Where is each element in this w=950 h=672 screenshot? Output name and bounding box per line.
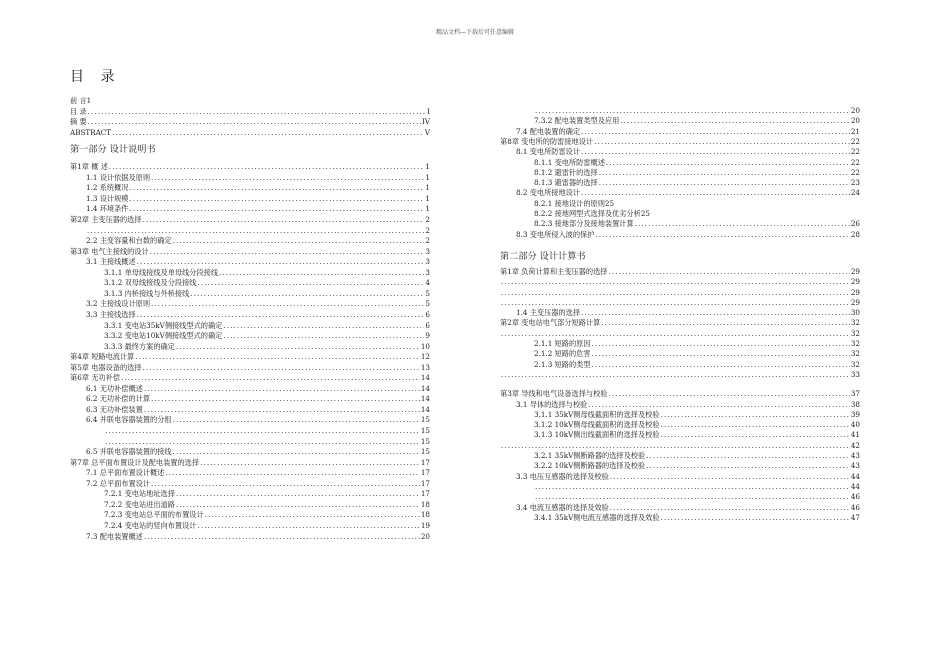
toc-leader-dots: [173, 236, 425, 246]
toc-page-number: 1: [425, 162, 430, 172]
toc-page-number: 42: [850, 440, 860, 450]
toc-entry[interactable]: [500, 158, 860, 168]
toc-entry[interactable]: [70, 521, 430, 531]
toc-entry[interactable]: [500, 178, 860, 188]
toc-entry[interactable]: [500, 339, 860, 349]
toc-leader-dots: [501, 441, 850, 451]
toc-entry[interactable]: [500, 451, 860, 461]
toc-page-number: I: [427, 106, 430, 116]
toc-entry-text: 3.4.1 35kV侧电流互感器的选择及效验: [534, 512, 660, 522]
toc-entry-text: 6.3 无功补偿装置: [86, 404, 143, 414]
toc-entry-text: 8.2 变电所接地设计: [516, 188, 581, 198]
toc-leader-dots: [144, 532, 420, 542]
toc-entry[interactable]: [70, 96, 430, 106]
toc-leader-dots: [595, 230, 849, 240]
toc-leader-dots: [88, 117, 421, 127]
toc-entry[interactable]: [70, 426, 430, 436]
toc-leader-dots: [608, 389, 849, 399]
toc-entry[interactable]: [500, 168, 860, 178]
toc-page-number: 23: [850, 178, 860, 188]
toc-part-heading[interactable]: [500, 250, 860, 263]
toc-entry-text: 3.2.2 10kV侧断路器的选择及校验: [534, 461, 646, 471]
toc-entry[interactable]: [70, 373, 430, 383]
toc-entry[interactable]: [70, 162, 430, 172]
toc-page-number: 1: [425, 204, 430, 214]
toc-entry[interactable]: [500, 137, 860, 147]
toc-entry-text: 1.4 主变压器的选择: [516, 308, 581, 318]
toc-entry[interactable]: [500, 441, 860, 451]
toc-entry[interactable]: [70, 415, 430, 425]
toc-page-number: 29: [850, 277, 860, 287]
toc-entry-text: 3.1.2 10kV侧母线截面积的选择及校验: [534, 420, 660, 430]
toc-entry-text: 7.2 总平面布置设计: [86, 478, 151, 488]
toc-entry[interactable]: [70, 342, 430, 352]
toc-page-number: 15: [420, 447, 430, 457]
toc-page-number: 24: [850, 188, 860, 198]
toc-entry-text: 6.4 并联电容器装置的分组: [86, 415, 172, 425]
toc-entry-text: 8.1.1 变电所防雷概述: [534, 157, 605, 167]
toc-page-number: V: [424, 127, 430, 137]
toc-leader-dots: [105, 437, 420, 447]
toc-entry[interactable]: [70, 352, 430, 362]
toc-entry[interactable]: [500, 147, 860, 157]
toc-entry[interactable]: [70, 204, 430, 214]
toc-leader-dots: [197, 278, 424, 288]
toc-entry[interactable]: [500, 308, 860, 318]
toc-part-heading[interactable]: [70, 143, 430, 156]
toc-page-number: 5: [425, 288, 430, 298]
toc-page-number: 37: [850, 389, 860, 399]
toc-leader-dots: [588, 400, 850, 410]
toc-entry[interactable]: [500, 277, 860, 287]
toc-entry[interactable]: [70, 405, 430, 415]
toc-page-number: 6: [425, 309, 430, 319]
toc-page-number: 3: [425, 257, 430, 267]
toc-entry-text: 8.1.3 避雷器的选择: [534, 178, 598, 188]
toc-entry-text: ABSTRACT: [70, 127, 112, 137]
toc-entry-text: 3.3.3 最终方案的确定: [104, 341, 175, 351]
toc-entry-text: 3.3.2 变电站10kV侧接线型式的确定: [104, 331, 223, 340]
toc-entry[interactable]: [500, 329, 860, 339]
toc-entry-text: 1.3 设计规模: [86, 193, 129, 203]
toc-leader-dots: [151, 299, 424, 309]
toc-page-number: 17: [420, 478, 430, 488]
toc-leader-dots: [501, 288, 850, 298]
toc-leader-dots: [535, 106, 850, 116]
toc-leader-dots: [176, 500, 420, 510]
toc-page-number: 20: [850, 106, 860, 115]
toc-entry[interactable]: [500, 298, 860, 308]
toc-entry-text: 3.1 主接线概述: [86, 257, 136, 267]
toc-entry-text: 6.1 无功补偿概述: [86, 383, 143, 393]
toc-entry-text: 3.3.1 变电站35kV侧接线型式的确定: [104, 320, 223, 330]
toc-entry-text: 8.2.3 接地部分及接地装置计算: [534, 219, 634, 229]
toc-page-number: 32: [850, 349, 860, 359]
toc-entry-text: 3.1.1 单母线接线及单母线分段接线: [104, 267, 219, 277]
toc-page-number: 12: [420, 352, 430, 362]
toc-entry[interactable]: [500, 461, 860, 471]
toc-leader-dots: [173, 447, 420, 457]
toc-leader-dots: [646, 451, 850, 461]
toc-entry-text: 7.2.2 变电站进出道路: [104, 499, 175, 509]
toc-leader-dots: [151, 394, 420, 404]
toc-entry[interactable]: [500, 430, 860, 440]
toc-entry[interactable]: [500, 410, 860, 420]
toc-entry-text: 目 录: [70, 106, 87, 116]
toc-entry-text: 第8章 变电所的防雷接地设计: [500, 136, 594, 146]
toc-leader-dots: [606, 158, 850, 168]
toc-entry-text: 7.3 配电装置概述: [86, 531, 143, 541]
toc-leader-dots: [112, 128, 424, 138]
toc-leader-dots: [501, 298, 850, 308]
toc-leader-dots: [592, 339, 850, 349]
toc-leader-dots: [501, 277, 850, 287]
toc-entry[interactable]: [70, 183, 430, 193]
toc-page-number: IV: [421, 117, 430, 127]
toc-page-number: 33: [850, 369, 860, 379]
toc-entry-text: 1.4 环境条件: [86, 204, 129, 214]
toc-entry[interactable]: [500, 116, 860, 126]
toc-page-number: 5: [425, 299, 430, 309]
toc-entry-text: 第3章 电气主接线的设计: [70, 246, 149, 256]
toc-page-number: 22: [850, 147, 860, 157]
toc-leader-dots: [223, 321, 424, 331]
toc-entry[interactable]: [70, 107, 430, 117]
toc-page-number: 26: [850, 219, 860, 229]
toc-page-number: 4: [425, 278, 430, 288]
toc-entry[interactable]: [70, 117, 430, 127]
toc-page-number: 29: [850, 287, 860, 297]
toc-entry-text: 第3章 导线和电气设备选择与校验: [500, 389, 608, 399]
toc-entry[interactable]: [70, 226, 430, 236]
toc-page-number: 1: [425, 172, 430, 182]
toc-entry-text: 3.1.1 35kV侧母线截面积的选择及校验: [534, 409, 660, 419]
toc-leader-dots: [594, 137, 850, 147]
toc-entry[interactable]: [500, 188, 860, 198]
toc-page-number: 43: [850, 451, 860, 460]
toc-entry[interactable]: [70, 331, 430, 341]
toc-entry-text: 第一部分 设计说明书: [70, 144, 156, 156]
toc-leader-dots: [144, 405, 420, 415]
toc-page-number: 14: [420, 404, 430, 414]
toc-entry-text: 第1章 负荷计算和主变压器的选择: [500, 266, 608, 276]
toc-page-number: 19: [420, 520, 430, 530]
toc-entry-text: 1.2 系统概况: [86, 183, 129, 193]
toc-entry[interactable]: [500, 349, 860, 359]
toc-entry[interactable]: [500, 503, 860, 513]
toc-leader-dots: [592, 360, 850, 370]
toc-entry[interactable]: [500, 199, 860, 209]
toc-page-number: 47: [850, 512, 860, 522]
toc-page-number: 32: [850, 318, 860, 328]
toc-entry[interactable]: [500, 472, 860, 482]
toc-entry-text: 2.1.2 短路的危害: [534, 349, 591, 359]
toc-entry-text: 第7章 总平面布置设计及配电装置的选择: [70, 457, 200, 467]
toc-entry-text: 摘 要: [70, 117, 87, 127]
toc-page-number: 17: [420, 489, 430, 499]
toc-entry[interactable]: [500, 389, 860, 399]
toc-page-number: 17: [420, 468, 430, 478]
toc-page-number: 43: [850, 461, 860, 471]
toc-page-number: 18: [420, 499, 430, 509]
toc-entry-text: 6.2 无功补偿的计算: [86, 394, 151, 404]
toc-leader-dots: [151, 479, 420, 489]
toc-page-number: 20: [850, 116, 860, 126]
toc-entry[interactable]: [500, 482, 860, 492]
toc-entry[interactable]: [70, 194, 430, 204]
toc-page-number: 46: [850, 492, 860, 502]
toc-entry[interactable]: [500, 127, 860, 137]
toc-page-number: 28: [850, 229, 860, 239]
toc-leader-dots: [661, 410, 850, 420]
toc-leader-dots: [535, 482, 850, 492]
toc-entry[interactable]: [500, 420, 860, 430]
toc-leader-dots: [205, 510, 420, 520]
toc-page-number: 18: [420, 510, 430, 520]
toc-leader-dots: [144, 384, 420, 394]
toc-leader-dots: [137, 257, 425, 267]
toc-page-number: 2: [425, 215, 430, 224]
toc-leader-dots: [635, 219, 850, 229]
toc-page-number: 44: [850, 471, 860, 481]
toc-entry[interactable]: [70, 532, 430, 542]
toc-entry[interactable]: [70, 437, 430, 447]
toc-page-number: 22: [850, 136, 860, 146]
toc-entry[interactable]: [70, 268, 430, 278]
toc-entry[interactable]: [500, 230, 860, 240]
toc-entry[interactable]: [70, 257, 430, 267]
toc-page-number: 14: [420, 373, 430, 383]
toc-entry[interactable]: [70, 128, 430, 138]
toc-entry-text: 2.2 主变容量和台数的确定: [86, 236, 172, 246]
toc-entry-text: 7.2.1 变电站地址选择: [104, 489, 175, 499]
toc-page-number: 40: [850, 420, 860, 430]
toc-page-number: 32: [850, 339, 860, 348]
toc-leader-dots: [535, 492, 850, 502]
toc-page-number: 46: [850, 502, 860, 512]
toc-leader-dots: [610, 472, 850, 482]
toc-entry[interactable]: [500, 360, 860, 370]
toc-entry-text: 8.3 变电所侵入波的保护: [516, 229, 595, 239]
toc-entry-text: 第2章 主变压器的选择: [70, 215, 142, 224]
toc-entry-text: 7.1 总平面布置设计概述: [86, 468, 165, 478]
toc-leader-dots: [143, 215, 425, 225]
toc-entry[interactable]: [70, 468, 430, 478]
toc-entry-text: 3.3 电压互感器的选择及校验: [516, 471, 609, 481]
toc-entry-text: 3.4 电流互感器的选择及效验: [516, 502, 609, 512]
toc-leader-dots: [599, 168, 850, 178]
toc-entry[interactable]: [70, 447, 430, 457]
toc-leader-dots: [581, 188, 850, 198]
toc-entry[interactable]: [70, 289, 430, 299]
toc-entry-text: 3.1 导体的选择与校验: [516, 399, 588, 409]
toc-entry[interactable]: [500, 370, 860, 380]
toc-entry-text: 8.2.2 接地网型式选择及优劣分析25: [534, 209, 650, 218]
toc-entry-text: 2.1.3 短路的类型: [534, 359, 591, 369]
toc-page-number: 10: [420, 341, 430, 351]
toc-entry[interactable]: [500, 209, 860, 219]
toc-page-number: 3: [425, 267, 430, 277]
toc-entry[interactable]: [500, 492, 860, 502]
toc-entry-text: 7.2.3 变电站总平面的布置设计: [104, 510, 204, 520]
toc-page-number: 22: [850, 167, 860, 177]
toc-entry[interactable]: [70, 215, 430, 225]
toc-leader-dots: [661, 420, 850, 430]
toc-entry[interactable]: [500, 219, 860, 229]
toc-page-number: 9: [425, 331, 430, 340]
toc-entry[interactable]: [70, 173, 430, 183]
toc-page-number: 32: [850, 328, 860, 338]
toc-entry-text: 第6章 无功补偿: [70, 373, 120, 383]
toc-page-number: 17: [420, 457, 430, 467]
toc-leader-dots: [88, 107, 426, 117]
toc-entry-text: 1.1 设计依据及原则: [86, 172, 151, 182]
toc-entry[interactable]: [70, 479, 430, 489]
toc-leader-dots: [620, 116, 850, 126]
toc-entry-text: 8.1 变电所防雷设计: [516, 147, 581, 157]
toc-entry-text: 前 言1: [70, 96, 92, 105]
toc-entry-text: 3.2.1 35kV侧断路器的选择及校验: [534, 451, 646, 460]
toc-page-number: 22: [850, 157, 860, 167]
toc-leader-dots: [581, 127, 850, 137]
toc-page-number: 44: [850, 481, 860, 491]
toc-page-number: 15: [420, 426, 430, 435]
toc-leader-dots: [129, 204, 424, 214]
toc-leader-dots: [601, 318, 850, 328]
toc-leader-dots: [592, 349, 850, 359]
toc-entry-text: 第二部分 设计计算书: [500, 250, 586, 262]
toc-entry[interactable]: [70, 247, 430, 257]
toc-entry-text: 3.1.3 10kV侧出线截面积的选择及校验: [534, 430, 660, 440]
toc-leader-dots: [165, 468, 419, 478]
toc-leader-dots: [581, 308, 850, 318]
toc-entry-text: 3.2 主接线设计原则: [86, 299, 151, 309]
toc-entry[interactable]: [70, 299, 430, 309]
toc-leader-dots: [219, 268, 424, 278]
toc-leader-dots: [129, 183, 424, 193]
toc-leader-dots: [129, 194, 424, 204]
toc-page-number: 3: [425, 246, 430, 256]
toc-leader-dots: [151, 173, 424, 183]
toc-entry[interactable]: [70, 278, 430, 288]
toc-page-number: 39: [850, 409, 860, 419]
toc-leader-dots: [121, 373, 420, 383]
toc-entry[interactable]: [70, 384, 430, 394]
toc-entry-text: 第4章 短路电流计算: [70, 352, 135, 362]
toc-leader-dots: [190, 289, 424, 299]
toc-leader-dots: [501, 329, 850, 339]
toc-leader-dots: [87, 226, 424, 236]
toc-leader-dots: [610, 503, 850, 513]
toc-entry-text: 7.4 配电装置的确定: [516, 126, 581, 136]
toc-page-number: 21: [850, 126, 860, 136]
toc-entry[interactable]: [500, 513, 860, 523]
toc-leader-dots: [661, 513, 850, 523]
toc-entry-text: 3.1.2 双母线接线及分段接线: [104, 278, 197, 288]
toc-leader-dots: [646, 461, 850, 471]
toc-entry-text: 7.2.4 变电站的竖向布置设计: [104, 520, 197, 530]
toc-leader-dots: [599, 178, 850, 188]
toc-entry[interactable]: [70, 500, 430, 510]
toc-page-number: 14: [420, 383, 430, 393]
toc-page-number: 15: [420, 415, 430, 425]
toc-entry[interactable]: [70, 363, 430, 373]
toc-page-number: 15: [420, 436, 430, 446]
toc-leader-dots: [176, 342, 420, 352]
toc-entry[interactable]: [70, 489, 430, 499]
toc-leader-dots: [150, 247, 425, 257]
toc-entry-text: 3.1.3 内桥接线与外桥接线: [104, 288, 190, 298]
toc-page-number: 32: [850, 359, 860, 369]
toc-page-number: 20: [420, 531, 430, 541]
toc-leader-dots: [137, 310, 425, 320]
toc-page-number: 38: [850, 399, 860, 409]
toc-page-number: 30: [850, 308, 860, 318]
toc-page-number: 1: [425, 193, 430, 203]
toc-entry[interactable]: [500, 106, 860, 116]
toc-leader-dots: [608, 267, 849, 277]
toc-entry-text: 2.1.1 短路的原因: [534, 339, 591, 348]
header-watermark: 精品文档---下载后可任意编辑: [435, 29, 515, 36]
toc-leader-dots: [200, 458, 420, 468]
toc-page-number: 29: [850, 266, 860, 276]
toc-entry-text: 7.3.2 配电装置类型及应用: [534, 116, 620, 126]
toc-entry[interactable]: [70, 310, 430, 320]
toc-entry[interactable]: [500, 288, 860, 298]
toc-page-number: 14: [420, 394, 430, 404]
toc-leader-dots: [581, 147, 850, 157]
toc-entry[interactable]: [70, 394, 430, 404]
toc-leader-dots: [135, 352, 419, 362]
toc-entry[interactable]: [70, 321, 430, 331]
toc-leader-dots: [223, 331, 424, 341]
toc-page-number: 13: [420, 362, 430, 372]
toc-entry[interactable]: [70, 236, 430, 246]
toc-entry[interactable]: [500, 318, 860, 328]
toc-page-number: 1: [425, 183, 430, 193]
toc-leader-dots: [173, 415, 420, 425]
toc-entry[interactable]: [500, 400, 860, 410]
toc-entry-text: 6.5 并联电容器装置的接线: [86, 447, 172, 457]
toc-entry-text: 第1章 概 述: [70, 162, 108, 172]
toc-title: 目 录: [70, 69, 121, 85]
toc-leader-dots: [501, 370, 850, 380]
toc-page-number: 2: [425, 236, 430, 246]
toc-leader-dots: [109, 162, 425, 172]
toc-entry[interactable]: [500, 267, 860, 277]
toc-page-number: 2: [425, 225, 430, 235]
toc-leader-dots: [105, 426, 420, 436]
toc-leader-dots: [661, 430, 850, 440]
toc-page-number: 41: [850, 430, 860, 440]
toc-leader-dots: [143, 363, 420, 373]
toc-entry-text: 第5章 电器设备的选择: [70, 362, 142, 372]
toc-entry-text: 8.1.2 避雷针的选择: [534, 167, 598, 177]
toc-page-number: 6: [425, 320, 430, 330]
toc-entry-text: 第2章 变电站电气部分短路计算: [500, 318, 601, 328]
toc-entry[interactable]: [70, 510, 430, 520]
toc-leader-dots: [197, 521, 419, 531]
toc-entry-text: 8.2.1 接地设计的原则25: [534, 198, 615, 208]
toc-entry-text: 3.3 主接线选择: [86, 309, 136, 319]
toc-page-number: 29: [850, 297, 860, 307]
toc-leader-dots: [176, 489, 420, 499]
toc-entry[interactable]: [70, 458, 430, 468]
